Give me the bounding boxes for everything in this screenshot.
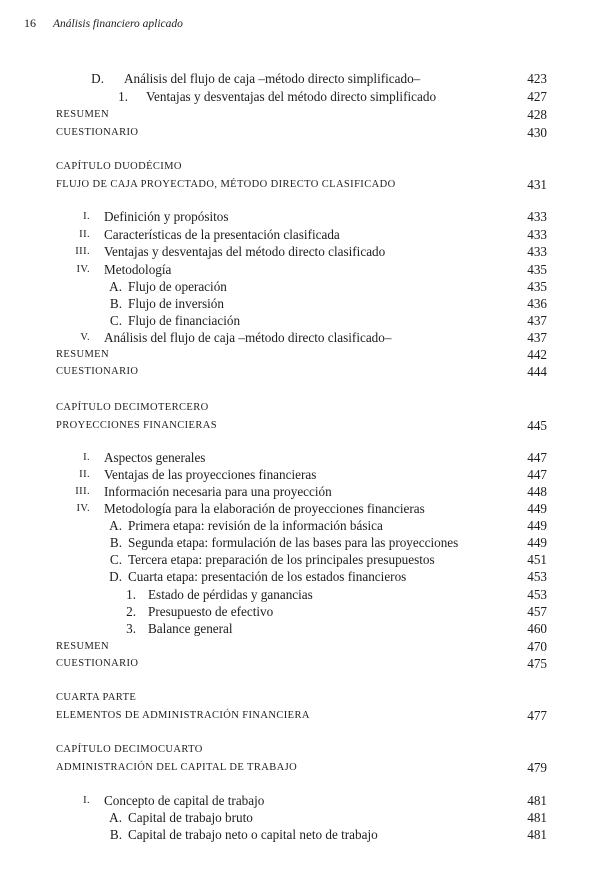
toc-entry — [0, 517, 600, 535]
toc-entry — [0, 603, 600, 621]
toc-entry-title: Análisis del flujo de caja –método directo simplificado– — [124, 71, 421, 86]
toc-entry — [0, 551, 600, 569]
toc-entry-title: RESUMEN — [56, 641, 109, 652]
toc-entry — [0, 741, 600, 759]
toc-entry-number: C. — [109, 552, 122, 567]
toc-entry — [0, 346, 600, 364]
toc-entry-page: 460 — [527, 621, 547, 636]
toc-entry-title: Primera etapa: revisión de la información básica — [128, 518, 383, 533]
toc-entry-title: Definición y propósitos — [104, 209, 229, 224]
toc-entry — [0, 243, 600, 261]
toc-entry-page: 457 — [527, 604, 547, 619]
toc-entry — [0, 638, 600, 656]
toc-entry-title: CAPÍTULO DECIMOTERCERO — [56, 402, 209, 413]
toc-entry-number: 1. — [126, 587, 136, 602]
toc-entry-title: Metodología para la elaboración de proyecciones financieras — [104, 501, 425, 516]
toc-entry-title: CUARTA PARTE — [56, 692, 137, 703]
toc-entry-title: ADMINISTRACIÓN DEL CAPITAL DE TRABAJO — [56, 762, 298, 773]
toc-entry-title: Metodología — [104, 262, 172, 277]
toc-entry-page: 423 — [527, 71, 547, 86]
toc-entry-number: I. — [83, 211, 90, 222]
toc-entry-number: D. — [91, 71, 104, 86]
toc-entry-page: 433 — [527, 227, 547, 242]
toc-entry-page: 428 — [527, 107, 547, 122]
toc-entry — [0, 449, 600, 467]
toc-entry-number: D. — [109, 569, 122, 584]
toc-entry-title: Flujo de financiación — [128, 313, 241, 328]
toc-entry — [0, 295, 600, 313]
toc-entry-number: I. — [83, 452, 90, 463]
toc-entry — [0, 707, 600, 725]
toc-entry-title: Segunda etapa: formulación de las bases para las proyecciones — [128, 535, 459, 550]
running-header — [24, 16, 183, 31]
toc-entry-page: 437 — [527, 330, 547, 345]
toc-entry-number: II. — [79, 469, 90, 480]
toc-entry-number: A. — [109, 810, 122, 825]
toc-entry — [0, 483, 600, 501]
toc-entry — [0, 158, 600, 176]
toc-entry-title: Análisis del flujo de caja –método directo clasificado– — [104, 330, 392, 345]
toc-entry-number: II. — [79, 229, 90, 240]
toc-entry — [0, 124, 600, 142]
toc-entry-page: 449 — [527, 518, 547, 533]
toc-entry-page: 427 — [527, 89, 547, 104]
toc-entry-title: Flujo de operación — [128, 279, 227, 294]
page-number: 16 — [24, 16, 36, 30]
toc-entry-title: Aspectos generales — [104, 450, 206, 465]
toc-entry-page: 479 — [527, 760, 547, 775]
toc-entry-page: 445 — [527, 418, 547, 433]
toc-entry-number: B. — [109, 827, 122, 842]
toc-entry-page: 442 — [527, 347, 547, 362]
toc-entry-title: RESUMEN — [56, 109, 109, 120]
toc-entry-title: Balance general — [148, 621, 233, 636]
toc-entry-title: Presupuesto de efectivo — [148, 604, 274, 619]
toc-entry-number: B. — [109, 296, 122, 311]
toc-entry-number: C. — [109, 313, 122, 328]
toc-entry-page: 431 — [527, 177, 547, 192]
toc-entry-number: 1. — [118, 89, 128, 104]
toc-entry — [0, 70, 600, 88]
toc-entry-title: CAPÍTULO DUODÉCIMO — [56, 161, 182, 172]
toc-entry-page: 433 — [527, 244, 547, 259]
toc-entry — [0, 655, 600, 673]
toc-entry — [0, 278, 600, 296]
toc-entry-title: CUESTIONARIO — [56, 366, 139, 377]
toc-entry-title: Estado de pérdidas y ganancias — [148, 587, 313, 602]
toc-entry-page: 430 — [527, 125, 547, 140]
toc-entry-title: Cuarta etapa: presentación de los estados financieros — [128, 569, 407, 584]
toc-entry-page: 433 — [527, 209, 547, 224]
toc-entry-title: Ventajas y desventajas del método directo simplificado — [146, 89, 437, 104]
toc-entry — [0, 466, 600, 484]
toc-entry — [0, 534, 600, 552]
toc-entry-number: 2. — [126, 604, 136, 619]
toc-entry-page: 481 — [527, 810, 547, 825]
toc-entry — [0, 363, 600, 381]
toc-entry-title: Flujo de inversión — [128, 296, 224, 311]
toc-entry-page: 449 — [527, 535, 547, 550]
toc-entry — [0, 792, 600, 810]
toc-entry-page: 470 — [527, 639, 547, 654]
running-title: Análisis financiero aplicado — [53, 18, 183, 30]
toc-entry-number: IV. — [76, 503, 90, 514]
toc-entry — [0, 106, 600, 124]
toc-entry-title: CUESTIONARIO — [56, 127, 139, 138]
toc-entry — [0, 689, 600, 707]
toc-entry-page: 436 — [527, 296, 547, 311]
toc-entry-number: 3. — [126, 621, 136, 636]
toc-entry — [0, 208, 600, 226]
toc-entry — [0, 568, 600, 586]
toc-entry — [0, 586, 600, 604]
toc-entry — [0, 88, 600, 106]
toc-entry-page: 448 — [527, 484, 547, 499]
toc-entry-page: 477 — [527, 708, 547, 723]
toc-entry-title: Capital de trabajo bruto — [128, 810, 253, 825]
toc-entry-title: Tercera etapa: preparación de los principales presupuestos — [128, 552, 435, 567]
toc-entry — [0, 620, 600, 638]
toc-entry-page: 447 — [527, 467, 547, 482]
toc-entry — [0, 809, 600, 827]
toc-entry — [0, 826, 600, 844]
toc-entry-page: 451 — [527, 552, 547, 567]
toc-entry-page: 481 — [527, 827, 547, 842]
toc-entry-number: III. — [75, 246, 90, 257]
toc-entry — [0, 500, 600, 518]
toc-entry — [0, 399, 600, 417]
toc-entry — [0, 759, 600, 777]
toc-entry-page: 453 — [527, 569, 547, 584]
toc-entry-number: IV. — [76, 264, 90, 275]
toc-entry — [0, 226, 600, 244]
toc-entry-title: PROYECCIONES FINANCIERAS — [56, 420, 217, 431]
toc-entry-title: Capital de trabajo neto o capital neto de trabajo — [128, 827, 378, 842]
toc-entry-number: I. — [83, 795, 90, 806]
toc-entry-title: Concepto de capital de trabajo — [104, 793, 265, 808]
toc-entry — [0, 176, 600, 194]
toc-entry-title: ELEMENTOS DE ADMINISTRACIÓN FINANCIERA — [56, 710, 310, 721]
toc-entry-page: 481 — [527, 793, 547, 808]
toc-entry-title: Información necesaria para una proyección — [104, 484, 332, 499]
toc-entry-title: CUESTIONARIO — [56, 658, 139, 669]
toc-entry-title: Características de la presentación clasificada — [104, 227, 340, 242]
toc-entry-title: Ventajas de las proyecciones financieras — [104, 467, 317, 482]
toc-entry-number: A. — [109, 518, 122, 533]
toc-entry-page: 449 — [527, 501, 547, 516]
toc-entry — [0, 261, 600, 279]
toc-entry-page: 435 — [527, 262, 547, 277]
toc-entry-number: V. — [80, 332, 90, 343]
toc-entry-title: RESUMEN — [56, 349, 109, 360]
toc-entry-title: FLUJO DE CAJA PROYECTADO, MÉTODO DIRECTO CLASIFICADO — [56, 179, 396, 190]
toc-entry — [0, 329, 600, 347]
toc-entry-page: 447 — [527, 450, 547, 465]
toc-entry-title: Ventajas y desventajas del método directo clasificado — [104, 244, 386, 259]
toc-entry-number: B. — [109, 535, 122, 550]
toc-entry-page: 435 — [527, 279, 547, 294]
toc-entry-number: III. — [75, 486, 90, 497]
toc-entry — [0, 417, 600, 435]
toc-entry — [0, 312, 600, 330]
toc-entry-title: CAPÍTULO DECIMOCUARTO — [56, 744, 203, 755]
toc-entry-page: 475 — [527, 656, 547, 671]
toc-entry-number: A. — [109, 279, 122, 294]
toc-entry-page: 453 — [527, 587, 547, 602]
toc-entry-page: 437 — [527, 313, 547, 328]
toc-entry-page: 444 — [527, 364, 547, 379]
